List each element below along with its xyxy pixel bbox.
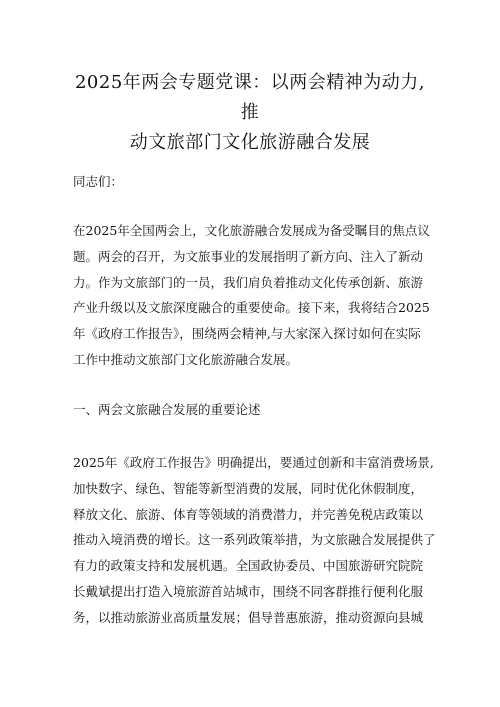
- title-line: 动文旅部门文化旅游融合发展: [129, 132, 371, 153]
- paragraph-line: 在2025年全国两会上，文化旅游融合发展成为备受瞩目的焦点议: [73, 223, 430, 238]
- paragraph-line: 2025年《政府工作报告》明确提出，要通过创新和丰富消费场景,: [73, 455, 434, 470]
- paragraph-line: 力。作为文旅部门的一员，我们肩负着推动文化传承创新、旅游: [73, 274, 424, 290]
- paragraph-line: 题。两会的召开，为文旅事业的发展指明了新方向、注入了新动: [73, 248, 424, 264]
- paragraph-line: 推动入境消费的增长。这一系列政策举措，为文旅融合发展提供了: [73, 532, 436, 548]
- paragraph-line: 务，以推动旅游业高质量发展；倡导普惠旅游，推动资源向县城: [73, 609, 424, 625]
- document-title: [70, 68, 430, 158]
- section-paragraph: [73, 450, 435, 631]
- greeting: 同志们：: [73, 174, 124, 189]
- paragraph-line: 长戴斌提出打造入境旅游首站城市，围绕不同客群推行便利化服: [73, 583, 424, 599]
- paragraph-line: 有力的政策支持和发展机遇。全国政协委员、中国旅游研究院院: [73, 558, 424, 574]
- paragraph-line: 加快数字、绿色、智能等新型消费的发展，同时优化休假制度，: [73, 480, 424, 496]
- intro-paragraph: [73, 218, 435, 373]
- paragraph-line: 年《政府工作报告》，围绕两会精神,与大家深入探讨如何在实际: [73, 326, 421, 342]
- paragraph-line: 工作中推动文旅部门文化旅游融合发展。: [73, 351, 299, 367]
- section-heading: 一、两会文旅融合发展的重要论述: [73, 402, 261, 417]
- paragraph-line: 产业升级以及文旅深度融合的重要使命。接下来，我将结合2025: [73, 300, 430, 316]
- title-line: 2025年两会专题党课：以两会精神为动力,推: [74, 72, 426, 123]
- paragraph-line: 释放文化、旅游、体育等领域的消费潜力，并完善免税店政策以: [73, 506, 424, 522]
